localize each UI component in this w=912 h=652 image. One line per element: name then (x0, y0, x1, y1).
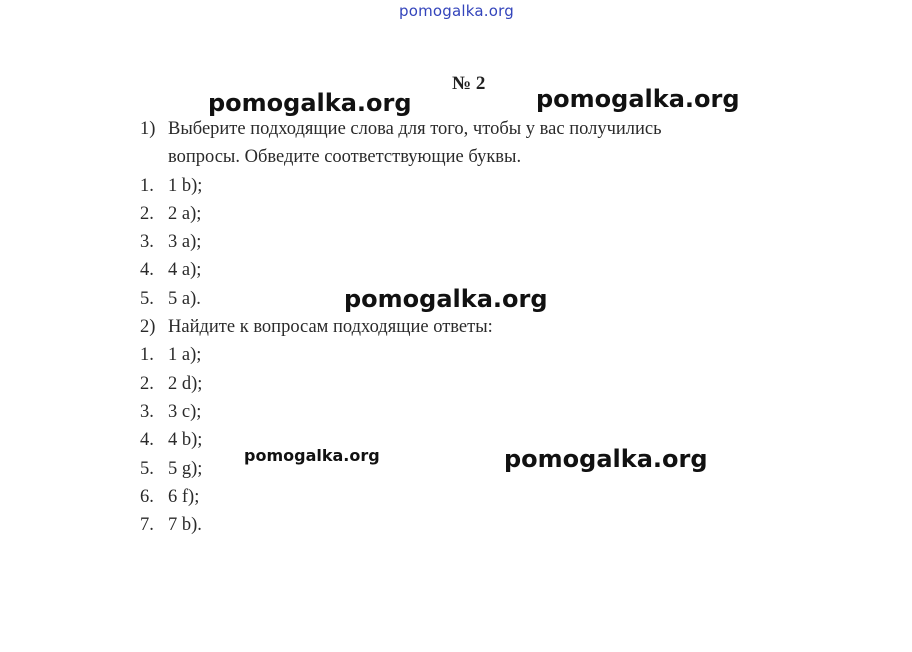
answer-text: 3 c); (168, 401, 202, 422)
task-1-header-cont (140, 143, 780, 171)
exercise-body (140, 115, 780, 539)
watermark-top: pomogalka.org (399, 2, 514, 20)
watermark: pomogalka.org (208, 89, 412, 117)
answer-item (140, 200, 780, 228)
answer-number: 1. (140, 345, 154, 366)
answer-text: 1 b); (168, 175, 203, 196)
answer-number: 5. (140, 458, 154, 479)
watermark: pomogalka.org (504, 445, 708, 473)
answer-number: 2. (140, 373, 154, 394)
answer-text: 1 a); (168, 345, 202, 366)
answer-number: 4. (140, 430, 154, 451)
task-2-header (140, 313, 780, 341)
answer-text: 5 a). (168, 288, 201, 309)
answer-number: 4. (140, 260, 154, 281)
answer-item (140, 172, 780, 200)
answer-item (140, 398, 780, 426)
answer-item (140, 483, 780, 511)
answer-text: 5 g); (168, 458, 203, 479)
answer-number: 1. (140, 175, 154, 196)
answer-text: 6 f); (168, 486, 200, 507)
answer-number: 5. (140, 288, 154, 309)
task-1-header (140, 115, 780, 143)
exercise-title: № 2 (452, 73, 486, 94)
task-number: 2) (140, 317, 156, 338)
task-text: вопросы. Обведите соответствующие буквы. (168, 147, 522, 168)
answer-item (140, 341, 780, 369)
answer-item (140, 511, 780, 539)
answer-text: 4 b); (168, 430, 203, 451)
answer-number: 3. (140, 401, 154, 422)
answer-text: 3 a); (168, 232, 202, 253)
answer-number: 7. (140, 515, 154, 536)
watermark: pomogalka.org (344, 285, 548, 313)
task-text: Выберите подходящие слова для того, чтобы у вас получились (168, 119, 662, 139)
answer-number: 2. (140, 203, 154, 224)
answer-text: 4 a); (168, 260, 202, 281)
watermark: pomogalka.org (536, 85, 740, 113)
answer-number: 6. (140, 486, 154, 507)
answer-item (140, 426, 780, 454)
task-text: Найдите к вопросам подходящие ответы: (168, 317, 493, 338)
answer-item (140, 228, 780, 256)
task-number: 1) (140, 119, 156, 139)
answer-text: 2 a); (168, 203, 202, 224)
answer-item (140, 256, 780, 284)
answer-number: 3. (140, 232, 154, 253)
watermark: pomogalka.org (244, 446, 380, 465)
answer-item (140, 455, 780, 483)
answer-text: 2 d); (168, 373, 203, 394)
answer-item (140, 285, 780, 313)
answer-text: 7 b). (168, 515, 202, 536)
answer-item (140, 370, 780, 398)
